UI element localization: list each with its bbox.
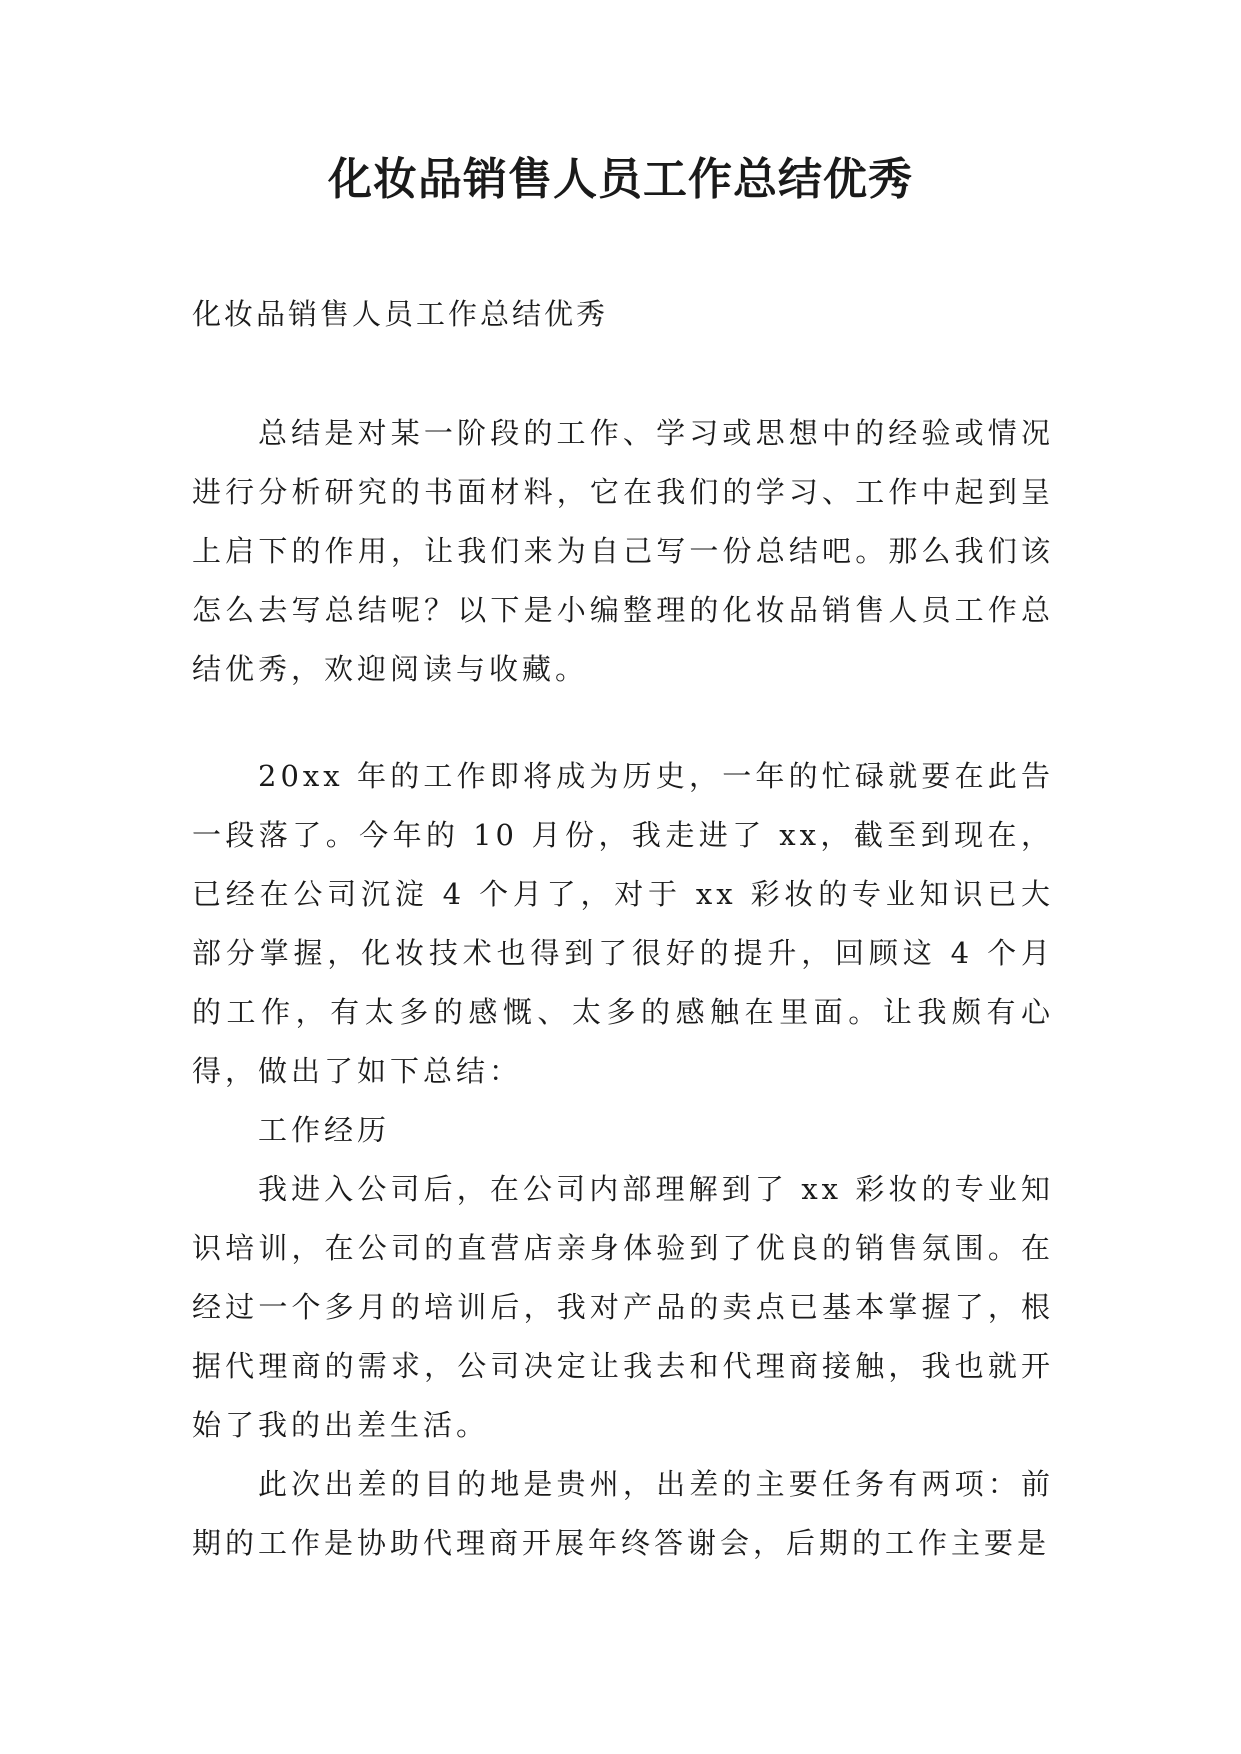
body-paragraph: 我进入公司后，在公司内部理解到了 xx 彩妆的专业知识培训，在公司的直营店亲身体验到了优良的销售氛围。在经过一个多月的培训后，我对产品的卖点已基本掌握了，根据代理商的需求，公司决定让我去和代理商接触，我也就开始了我的出差生活。 <box>192 1172 1054 1442</box>
intro-paragraph: 总结是对某一阶段的工作、学习或思想中的经验或情况进行分析研究的书面材料，它在我们的学习、工作中起到呈上启下的作用，让我们来为自己写一份总结吧。那么我们该怎么去写总结呢？以下是小编整理的化妆品销售人员工作总结优秀，欢迎阅读与收藏。 <box>192 416 1054 686</box>
section-heading: 工作经历 <box>258 1113 391 1147</box>
body-paragraph: 20xx 年的工作即将成为历史，一年的忙碌就要在此告一段落了。今年的 10 月份，我走进了 xx，截至到现在，已经在公司沉淀 4 个月了，对于 xx 彩妆的专业知识已大部分掌握，化妆技术也得到了很好的提升，回顾这 4 个月的工作，有太多的感慨、太多的感触在里面。让我颇有心得，做出了如下总结： <box>192 759 1054 1088</box>
document-title: 化妆品销售人员工作总结优秀 <box>328 154 913 205</box>
body-paragraph: 此次出差的目的地是贵州，出差的主要任务有两项：前期的工作是协助代理商开展年终答谢会，后期的工作主要是 <box>192 1467 1054 1560</box>
main-body <box>192 747 1054 1573</box>
intro-block <box>192 404 1054 699</box>
document-subtitle: 化妆品销售人员工作总结优秀 <box>192 297 609 331</box>
